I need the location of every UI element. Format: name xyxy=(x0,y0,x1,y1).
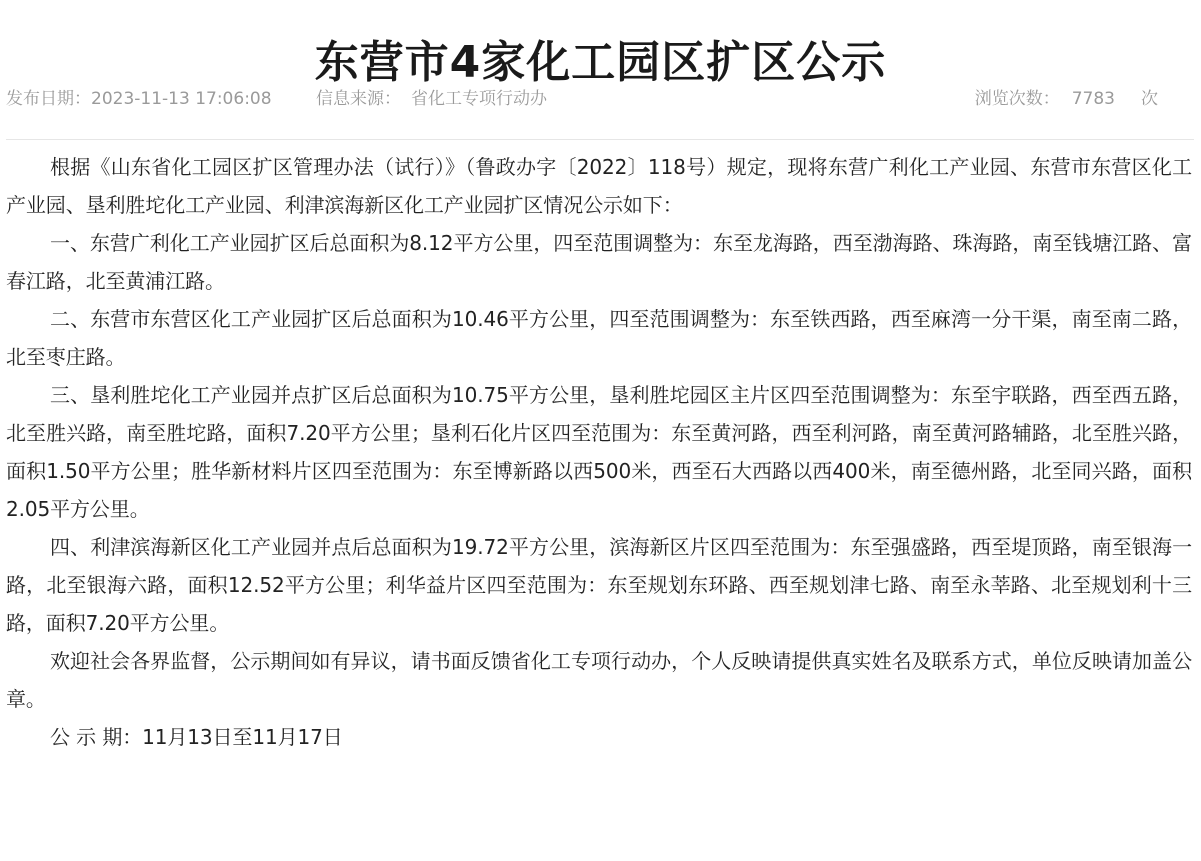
header-divider xyxy=(6,139,1194,140)
publish-date-label: 发布日期： xyxy=(6,89,91,109)
publish-date-value: 2023-11-13 17:06:08 xyxy=(91,89,272,109)
publish-date xyxy=(6,86,272,112)
info-source-value: 省化工专项行动办 xyxy=(411,89,547,109)
view-count-unit: 次 xyxy=(1141,89,1158,109)
paragraph-intro: 根据《山东省化工园区扩区管理办法（试行）》（鲁政办字〔2022〕118号）规定，现将东营广利化工产业园、东营市东营区化工产业园、垦利胜坨化工产业园、利津滨海新区化工产业园扩区情况公示如下： xyxy=(6,155,1192,217)
article-meta xyxy=(6,86,1196,112)
paragraph-period: 公 示 期：11月13日至11月17日 xyxy=(50,725,343,749)
article-body xyxy=(6,148,1192,756)
info-source-label: 信息来源： xyxy=(316,89,401,109)
info-source xyxy=(316,86,547,112)
view-count-value: 7783 xyxy=(1071,89,1115,109)
paragraph-feedback: 欢迎社会各界监督，公示期间如有异议，请书面反馈省化工专项行动办，个人反映请提供真实姓名及联系方式，单位反映请加盖公章。 xyxy=(6,649,1192,711)
paragraph-item-4: 四、利津滨海新区化工产业园并点后总面积为19.72平方公里，滨海新区片区四至范围为：东至强盛路，西至堤顶路，南至银海一路，北至银海六路，面积12.52平方公里；利华益片区四至范围为：东至规划东环路、西至规划津七路、南至永莘路、北至规划利十三路，面积7.20平方公里。 xyxy=(6,535,1192,635)
view-count-label: 浏览次数： xyxy=(974,89,1060,109)
view-count xyxy=(975,86,1158,112)
page-title: 东营市4家化工园区扩区公示 xyxy=(314,37,887,89)
paragraph-item-1: 一、东营广利化工产业园扩区后总面积为8.12平方公里，四至范围调整为：东至龙海路，西至渤海路、珠海路，南至钱塘江路、富春江路，北至黄浦江路。 xyxy=(6,231,1192,293)
paragraph-item-3: 三、垦利胜坨化工产业园并点扩区后总面积为10.75平方公里，垦利胜坨园区主片区四至范围调整为：东至宇联路，西至西五路，北至胜兴路，南至胜坨路，面积7.20平方公里；垦利石化片区四至范围为：东至黄河路，西至利河路，南至黄河路辅路，北至胜兴路，面积1.50平方公里；胜华新材料片区四至范围为：东至博新路以西500米，西至石大西路以西400米，南至德州路，北至同兴路，面积2.05平方公里。 xyxy=(6,383,1192,521)
paragraph-item-2: 二、东营市东营区化工产业园扩区后总面积为10.46平方公里，四至范围调整为：东至铁西路，西至麻湾一分干渠，南至南二路，北至枣庄路。 xyxy=(6,307,1192,369)
